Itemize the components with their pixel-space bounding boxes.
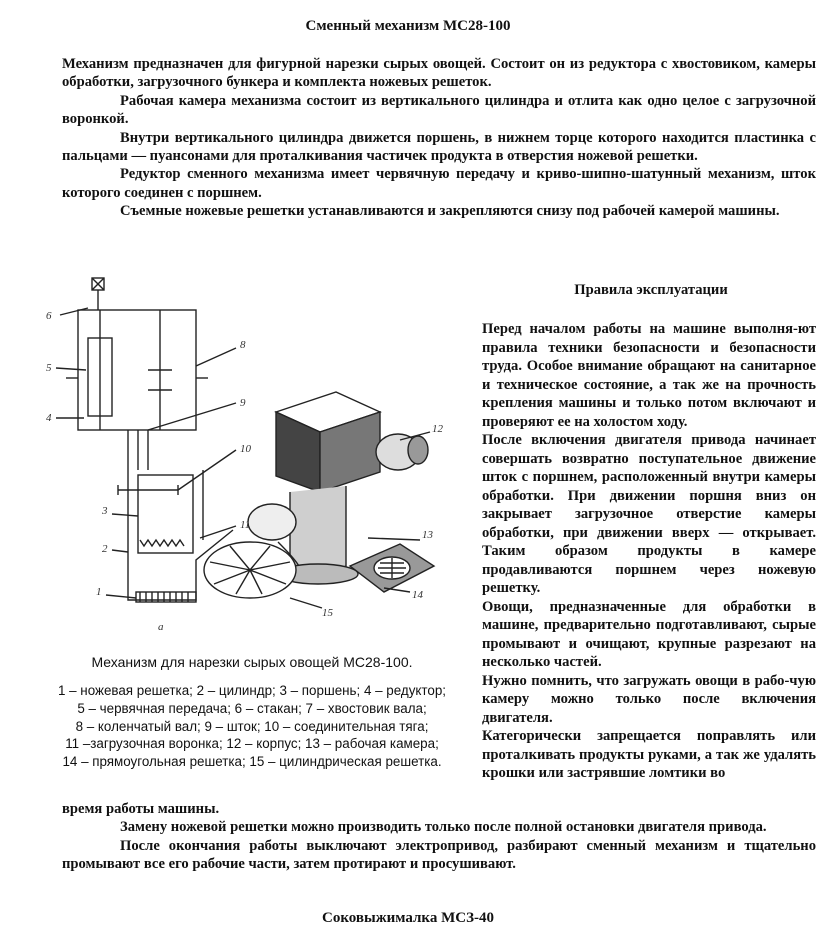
- figure-label: 15: [322, 607, 333, 619]
- legend-line: 5 – червячная передача; 6 – стакан; 7 – хвостовик вала;: [77, 700, 427, 716]
- figure-label: 9: [240, 397, 246, 409]
- legend-line: 8 – коленчатый вал; 9 – шток; 10 – соединительная тяга;: [75, 718, 429, 734]
- figure-label: 3: [102, 505, 108, 517]
- working-chamber: [290, 486, 346, 573]
- continuation-text: [62, 800, 816, 874]
- intro-paragraph: Редуктор сменного механизма имеет червячную передачу и криво-шипно-шатунный механизм, шток которого соединен с поршнем.: [62, 166, 816, 201]
- rules-paragraph: Категорически запрещается поправлять или проталкивать продукты руками, а так же удалять крошки или застрявшие ломтики во: [482, 728, 816, 781]
- legend-line: 14 – прямоугольная решетка; 15 – цилиндрическая решетка.: [62, 754, 442, 770]
- rules-heading: Правила эксплуатации: [574, 282, 728, 298]
- figure-label: 10: [240, 443, 251, 455]
- figure-label: 14: [412, 589, 423, 601]
- next-section-title: Соковыжималка МСЗ-40: [322, 910, 494, 926]
- rules-text: [482, 320, 816, 783]
- intro-text: [62, 55, 816, 221]
- mechanism-figure: [28, 270, 476, 650]
- figure-label: 4: [46, 412, 52, 424]
- figure-label: 2: [102, 543, 108, 555]
- figure-legend: [28, 682, 476, 771]
- figure-label: 11: [240, 519, 251, 531]
- continuation-paragraph: После окончания работы выключают электропривод, разбирают сменный механизм и тщательно промывают все его рабочие части, затем протирают и просушивают.: [62, 837, 816, 873]
- loading-funnel: [248, 504, 296, 540]
- rules-paragraph: Нужно помнить, что загружать овощи в рабо-чую камеру можно только после включения двигателя.: [482, 672, 816, 726]
- intro-paragraph: Механизм предназначен для фигурной нарезки сырых овощей. Состоит он из редуктора с хвостовиком, камеры обработки, загрузочного бункера и комплекта ножевых решеток.: [62, 56, 816, 91]
- figure-label: 12: [432, 423, 443, 435]
- legend-line: 1 – ножевая решетка; 2 – цилиндр; 3 – поршень; 4 – редуктор;: [57, 683, 447, 698]
- continuation-paragraph: Замену ножевой решетки можно производить только после полной остановки двигателя привода.: [120, 819, 767, 836]
- intro-paragraph: Съемные ножевые решетки устанавливаются и закрепляются снизу под рабочей камерой машины.: [120, 203, 780, 220]
- figure-label: а: [158, 621, 164, 633]
- figure-label: 8: [240, 339, 246, 351]
- figure-label: 5: [46, 362, 52, 374]
- rules-paragraph: Перед началом работы на машине выполня-ют правила техники безопасности и безопасности труда. Особое внимание обращают на санитарное и техническое состояние, а так же на прочность крепления машины и только потом включают и проверяют ее на холостом ходу.: [482, 321, 816, 430]
- intro-paragraph: Внутри вертикального цилиндра движется поршень, в нижнем торце которого находится пластинка с пальцами — пуансонами для проталкивания частичек продукта в отверстия ножевой решетки.: [62, 129, 816, 165]
- figure-label: 6: [46, 310, 52, 322]
- legend-line: 11 –загрузочная воронка; 12 – корпус; 13 – рабочая камера;: [65, 736, 439, 752]
- reducer-housing: [78, 310, 196, 430]
- figure-label: 13: [422, 529, 433, 541]
- figure-label: 1: [96, 586, 102, 598]
- rules-paragraph: После включения двигателя привода начинает совершать возвратно поступательное движение шток с поршнем, расположенный внутри камеры обработки. При движении поршня вниз он закрывает загрузочное отверстие камеры обработки, при движении вверх — открывает. Таким образом продукты в камере продавливаются поршнем через ножевую решетку.: [482, 432, 816, 596]
- rules-paragraph: Овощи, предназначенные для обработки в машине, предварительно подготавливают, сырые промывают и очищают, крупные разрезают на несколько частей.: [482, 598, 816, 670]
- page-title: Сменный механизм МС28-100: [305, 18, 511, 34]
- figure-caption: Механизм для нарезки сырых овощей МС28-100.: [91, 654, 413, 670]
- continuation-paragraph: время работы машины.: [62, 801, 220, 817]
- intro-paragraph: Рабочая камера механизма состоит из вертикального цилиндра и отлита как одно целое с загрузочной воронкой.: [62, 92, 816, 128]
